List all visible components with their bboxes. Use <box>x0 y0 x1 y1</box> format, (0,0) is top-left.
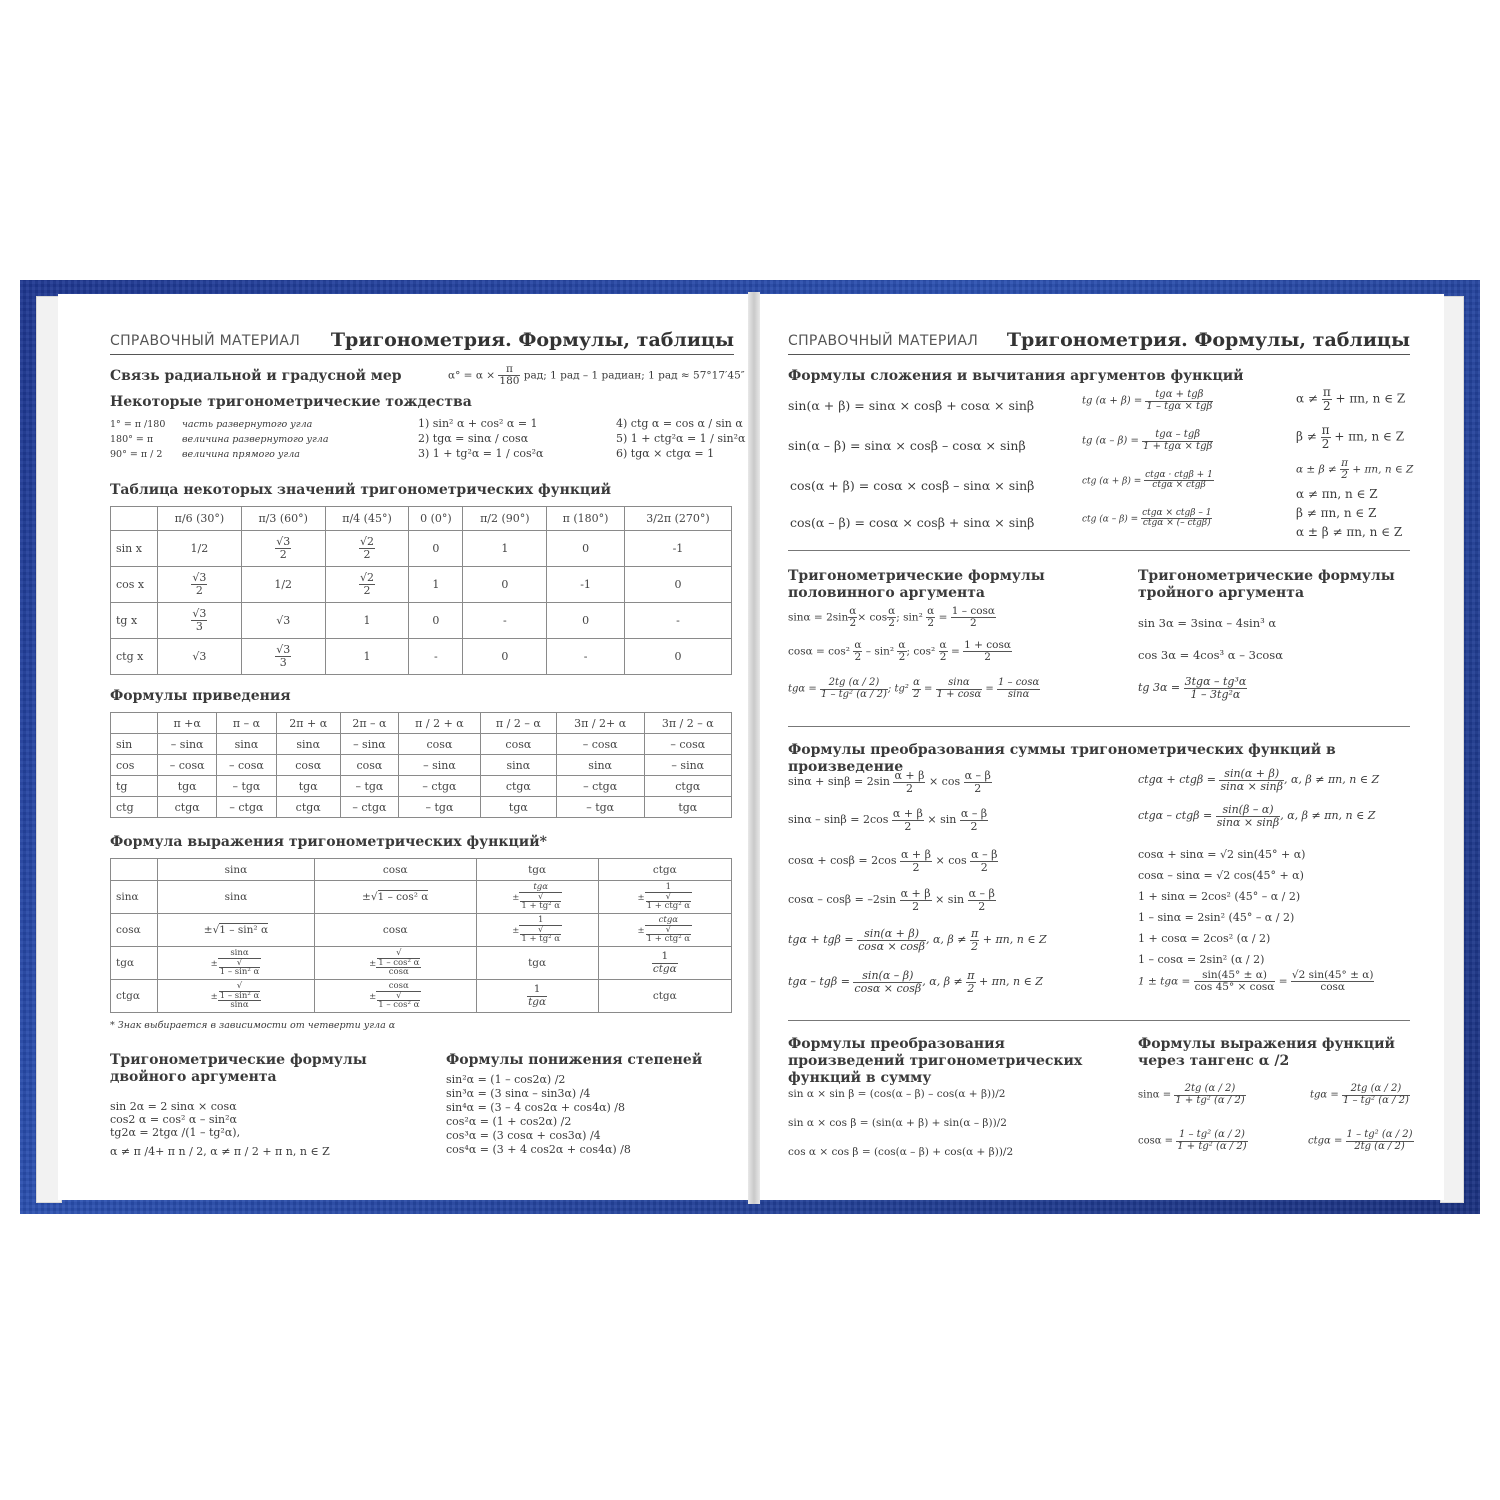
prod-to-sum-formula: sin α × cos β = (sin(α + β) + sin(α – β))/2 <box>788 1117 1007 1129</box>
radian-title: Связь радиальной и градусной мер <box>110 368 402 384</box>
tg-diff-prod: tgα – tgβ = $\frac{\sin(\alpha - \beta)}{\cos\alpha \times \cos\beta}$ , α, β ≠ $\frac{\pi}{2}$ + πn, n ∈ Z <box>788 969 1043 995</box>
identities-col1: 1) sin² α + cos² α = 1 2) tgα = sinα / cosα 3) 1 + tg²α = 1 / cos²α <box>418 417 544 460</box>
double-formulas: sin 2α = 2 sinα × cosα cos2 α = cos² α – sin²α tg2α = 2tgα /(1 – tg²α), α ≠ π /4+ π n / 2, α ≠ π / 2 + π n, n ∈ Z <box>110 1100 330 1158</box>
divider <box>788 726 1410 727</box>
sum-formula: cosα + cosβ = 2cos $\frac{\alpha + \beta}{2}$ × cos $\frac{\alpha - \beta}{2}$ <box>788 848 998 874</box>
degree-item: 180° = π величина развернутого угла <box>110 434 329 445</box>
sin-via-tg: sinα = $\frac{2tg (\alpha / 2)}{\text{1 + tg² (α / 2)}}$ <box>1138 1083 1245 1106</box>
right-page <box>760 294 1444 1200</box>
addition-formula: cos(α + β) = cosα × cosβ – sinα × sinβ <box>790 478 1035 493</box>
ctg-sum-formula: ctg (α + β) = $\frac{\text{ctgα · ctgβ + 1}}{\text{ctgα × ctgβ}}$ <box>1082 470 1213 491</box>
degree-item: 1° = π /180 часть развернутого угла <box>110 419 313 430</box>
addition-formula: sin(α – β) = sinα × cosβ – cosα × sinβ <box>788 438 1026 453</box>
table-row: ctg ctgα – ctgα ctgα – ctgα – tgα tgα – tgα tgα <box>111 797 732 818</box>
sum-to-prod-title: Формулы преобразования суммы тригонометрических функций в произведение <box>788 742 1336 775</box>
tangent-half-title: Формулы выражения функций через тангенс α /2 <box>1138 1036 1395 1069</box>
sum-formula: sinα – sinβ = 2cos $\frac{\alpha + \beta}{2}$ × sin $\frac{\alpha - \beta}{2}$ <box>788 807 988 833</box>
condition-alpha: α ≠ $\frac{\pi}{2}$ + πn, n ∈ Z <box>1296 385 1406 413</box>
expression-title: Формула выражения тригонометрических функций* <box>110 834 547 850</box>
degree-item: 90° = π / 2 величина прямого угла <box>110 449 300 460</box>
condition-plain: β ≠ πn, n ∈ Z <box>1296 506 1377 520</box>
ctg-diff-formula: ctg (α – β) = $\frac{\text{ctgα × ctgβ – 1}}{\text{ctgα × (– ctgβ)}}$ <box>1082 508 1212 529</box>
half-cos-formula: cosα = cos² $\frac{\alpha}{2}$ – sin² $\frac{\alpha}{2}$ ; cos² $\frac{\alpha}{2}$ = $\frac{1 + \cos\alpha}{2}$ <box>788 639 1011 664</box>
radian-formula: α° = α × $\frac{\pi}{180}$ рад; 1 рад – 1 радиан; 1 рад ≈ 57°17′45″ <box>448 363 745 388</box>
tg-via-tg: tgα = $\frac{2tg (\alpha / 2)}{\text{1 – tg² (α / 2)}}$ <box>1310 1083 1409 1106</box>
one-pm-tg-formula: 1 ± tgα = $\frac{\sin(45^\circ \pm \alpha)}{\cos 45^\circ \times \cos\alpha}$ = $\frac{√2 \sin(45^\circ \pm \alpha)}{\cos\alpha}$ <box>1138 969 1374 994</box>
double-title: Тригонометрические формулы двойного аргумента <box>110 1052 367 1085</box>
divider <box>788 1020 1410 1021</box>
addition-formula: sin(α + β) = sinα × cosβ + cosα × sinβ <box>788 398 1035 413</box>
header-label: СПРАВОЧНЫЙ МАТЕРИАЛ <box>788 333 979 349</box>
ctg-sum-prod: ctgα + ctgβ = $\frac{\sin(\alpha + \beta)}{\sin\alpha \times \sin\beta}$ , α, β ≠ πn, n ∈ Z <box>1138 767 1380 793</box>
values-table-title: Таблица некоторых значений тригонометрических функций <box>110 482 612 498</box>
sum-formula: cosα – cosβ = –2sin $\frac{\alpha + \beta}{2}$ × sin $\frac{\alpha - \beta}{2}$ <box>788 887 995 913</box>
tg-sum-formula: tg (α + β) = $\frac{\text{tgα + tgβ}}{\text{1 – tgα × tgβ}}$ <box>1082 389 1213 412</box>
condition-plain: α ≠ πn, n ∈ Z <box>1296 487 1378 501</box>
triple-formula: sin 3α = 3sinα – 4sin³ α <box>1138 616 1277 630</box>
table-row: sin – sinα sinα sinα – sinα cosα cosα – cosα – cosα <box>111 734 732 755</box>
table-row: tg tgα – tgα tgα – tgα – ctgα ctgα – ctgα ctgα <box>111 776 732 797</box>
header-label: СПРАВОЧНЫЙ МАТЕРИАЛ <box>110 333 301 349</box>
addition-formula: cos(α – β) = cosα × cosβ + sinα × sinβ <box>790 515 1035 530</box>
condition-beta: β ≠ $\frac{\pi}{2}$ + πn, n ∈ Z <box>1296 423 1405 451</box>
reduction-table: π +α π – α 2π + α 2π – α π / 2 + α π / 2 – α 3π / 2+ α 3π / 2 – α sin – sinα sinα sinα – sinα cosα cosα – cosα – cosα cos – cosα – cosα cosα cosα – sinα sinα sinα – sinα tg tgα – tgα tgα – tgα – ctgα ctgα – ctgα ctgα ctg ctgα – ctgα ctgα – ctgα – tgα tgα – tgα tgα <box>110 712 732 818</box>
header-title: Тригонометрия. Формулы, таблицы <box>1006 329 1410 351</box>
values-table: π/6 (30°) π/3 (60°) π/4 (45°) 0 (0°) π/2 (90°) π (180°) 3/2π (270°) sin x 1/2 $\frac{√3}{2}$ $\frac{√2}{2}$ 0 1 0 -1 cos x $\frac{√3}{2}$ 1/2 $\frac{√2}{2}$ 1 0 -1 0 tg x $\frac{√3}{3}$ √3 1 0 - 0 - ctg x √3 $\frac{√3}{3}$ 1 - 0 - 0 <box>110 506 732 675</box>
triple-title: Тригонометрические формулы тройного аргумента <box>1138 568 1395 601</box>
condition-plain: α ± β ≠ πn, n ∈ Z <box>1296 525 1403 539</box>
half-sin-formula: sinα = 2sin $\frac{\alpha}{2}$ × cos $\frac{\alpha}{2}$ ; sin² $\frac{\alpha}{2}$ = $\frac{1 - \cos\alpha}{2}$ <box>788 605 996 630</box>
prod-to-sum-formula: cos α × cos β = (cos(α – β) + cos(α + β))/2 <box>788 1146 1014 1158</box>
prod-to-sum-title: Формулы преобразования произведений тригонометрических функций в сумму <box>788 1036 1083 1086</box>
expression-table: sinα cosα tgα ctgα sinα sinα ±√1 – cos² α ± tgα √ 1 + tg² α ± 1 √ 1 + ctg² α cosα ±√1 – sin² α cosα ± 1 √ 1 + tg² α ± ctgα √ 1 + ctg² α tgα ± sinα √ 1 – sin² α ± √ 1 – cos² α cosα tgα $\frac{1}{\text{ctgα}}$ ctgα ± √ 1 – sin² α sinα ± cosα √ 1 – cos² α $\frac{1}{\text{tgα}}$ ctgα <box>110 858 732 1013</box>
condition-alpha-beta: α ± β ≠ $\frac{\pi}{2}$ + πn, n ∈ Z <box>1296 457 1414 482</box>
half-tg-formula: tgα = $\frac{2tg (\alpha / 2)}{\text{1 – tg² (α / 2)}}$ ; tg² $\frac{\alpha}{2}$ = $\frac{\sin\alpha}{1 + \cos\alpha}$ = $\frac{1 - \cos\alpha}{\sin\alpha}$ <box>788 677 1040 700</box>
page-header <box>110 328 734 355</box>
triple-tg-formula: tg 3α = $\frac{\text{3tgα – tg³α}}{\text{1 – 3tg²α}}$ <box>1138 675 1247 701</box>
sum-to-prod-right-list: cosα + sinα = √2 sin(45° + α) cosα – sinα = √2 cos(45° + α) 1 + sinα = 2cos² (45° – α / 2) 1 – sinα = 2sin² (45° – α / 2) 1 + cosα = 2cos² (α / 2) 1 – cosα = 2sin² (α / 2) <box>1138 848 1306 966</box>
identities-title: Некоторые тригонометрические тождества <box>110 394 472 410</box>
left-page <box>58 294 748 1200</box>
reduction-title: Формулы приведения <box>110 688 291 704</box>
divider <box>788 550 1410 551</box>
power-title: Формулы понижения степеней <box>446 1052 703 1068</box>
page-header <box>788 328 1410 355</box>
degree-list <box>110 417 329 462</box>
ctg-diff-prod: ctgα – ctgβ = $\frac{\sin(\beta - \alpha)}{\sin\alpha \times \sin\beta}$ , α, β ≠ πn, n ∈ Z <box>1138 803 1376 829</box>
table-row: cos – cosα – cosα cosα cosα – sinα sinα sinα – sinα <box>111 755 732 776</box>
header-title: Тригонометрия. Формулы, таблицы <box>330 329 734 351</box>
cos-via-tg: cosα = $\frac{\text{1 – tg² (α / 2)}}{\text{1 + tg² (α / 2)}}$ <box>1138 1129 1247 1152</box>
triple-formula: cos 3α = 4cos³ α – 3cosα <box>1138 648 1283 662</box>
power-formulas: sin²α = (1 – cos2α) /2 sin³α = (3 sinα – sin3α) /4 sin⁴α = (3 – 4 cos2α + cos4α) /8 cos²α = (1 + cos2α) /2 cos³α = (3 cosα + cos3α) /4 cos⁴α = (3 + 4 cos2α + cos4α) /8 <box>446 1073 631 1156</box>
sum-formula: sinα + sinβ = 2sin $\frac{\alpha + \beta}{2}$ × cos $\frac{\alpha - \beta}{2}$ <box>788 769 991 795</box>
ctg-via-tg: ctgα = $\frac{\text{1 – tg² (α / 2)}}{2tg (\alpha / 2)}$ <box>1308 1129 1413 1152</box>
identities-col2: 4) ctg α = cos α / sin α 5) 1 + ctg²α = 1 / sin²α 6) tgα × ctgα = 1 <box>616 417 746 460</box>
addition-title: Формулы сложения и вычитания аргументов функций <box>788 368 1244 384</box>
tg-sum-prod: tgα + tgβ = $\frac{\sin(\alpha + \beta)}{\cos\alpha \times \cos\beta}$ , α, β ≠ $\frac{\pi}{2}$ + πn, n ∈ Z <box>788 927 1047 953</box>
tg-diff-formula: tg (α – β) = $\frac{\text{tgα – tgβ}}{\text{1 + tgα × tgβ}}$ <box>1082 429 1213 452</box>
half-title: Тригонометрические формулы половинного аргумента <box>788 568 1045 601</box>
book-spine <box>748 292 760 1204</box>
sign-note: * Знак выбирается в зависимости от четверти угла α <box>110 1020 396 1031</box>
prod-to-sum-formula: sin α × sin β = (cos(α – β) – cos(α + β))/2 <box>788 1088 1006 1100</box>
